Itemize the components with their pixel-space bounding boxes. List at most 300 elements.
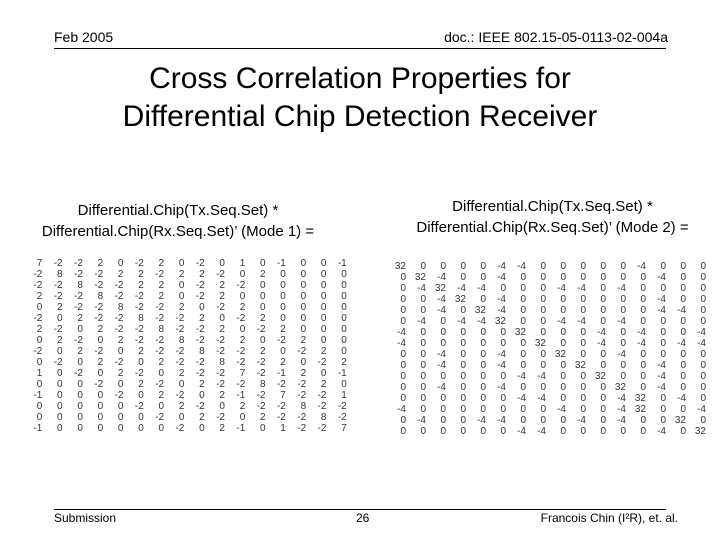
matrix-cell: 0 [700,393,706,404]
matrix-cell: -2 [33,269,43,280]
matrix-cell: 0 [239,324,246,335]
matrix-cell: -2 [256,390,266,401]
matrix-cell: -2 [155,302,165,313]
matrix-cell: 0 [600,305,606,316]
matrix-cell: -2 [33,280,43,291]
matrix-row [386,327,706,338]
matrix-cell: 0 [560,294,566,305]
matrix-cell: 0 [97,368,104,379]
matrix-cell: 0 [158,423,165,434]
matrix-cell: -1 [276,368,286,379]
matrix-cell: 0 [580,382,586,393]
matrix-cell: -1 [236,390,246,401]
matrix-cell: 0 [560,426,566,437]
matrix-cell: 8 [97,291,104,302]
matrix-cell: -2 [73,269,83,280]
matrix-cell: 0 [57,346,63,357]
matrix-cell: -2 [94,313,104,324]
matrix-cell: -4 [517,371,526,382]
matrix-row [22,291,347,302]
matrix-cell: 0 [400,426,406,437]
matrix-cell: -2 [216,368,225,379]
header-rule [54,48,666,49]
matrix-cell: 0 [660,349,666,360]
footer-page-number: 26 [356,511,370,525]
matrix-cell: -2 [73,302,83,313]
matrix-cell: 0 [500,426,506,437]
matrix-cell: -4 [517,426,526,437]
mode2-caption-line-1: Differential.Chip(Tx.Seq.Set) * [452,198,653,215]
matrix-cell: 0 [600,404,606,415]
matrix-cell: 0 [700,305,706,316]
matrix-cell: 2 [199,313,205,324]
matrix-cell: -4 [617,283,626,294]
matrix-cell: -2 [337,401,347,412]
footer-rule [54,509,666,510]
matrix-cell: -2 [317,357,327,368]
matrix-cell: 8 [77,280,83,291]
matrix-cell: 0 [36,412,43,423]
matrix-cell: -4 [557,316,566,327]
matrix-cell: 0 [540,360,546,371]
matrix-cell: 0 [560,261,566,272]
matrix-cell: 2 [138,379,144,390]
matrix-cell: -4 [597,338,606,349]
matrix-cell: -2 [134,291,144,302]
matrix-row [22,401,347,412]
matrix-cell: 0 [620,261,626,272]
matrix-cell: 2 [280,324,286,335]
matrix-cell: -2 [216,412,225,423]
matrix-cell: -4 [617,349,626,360]
matrix-row [386,360,706,371]
matrix-cell: -4 [497,294,506,305]
matrix-cell: 0 [500,393,506,404]
matrix-cell: 0 [480,371,486,382]
matrix-cell: 0 [320,324,327,335]
matrix-cell: 0 [560,272,566,283]
matrix-cell: 0 [480,327,486,338]
matrix-cell: -4 [597,327,606,338]
matrix-cell: 0 [480,272,486,283]
matrix-cell: 32 [454,294,466,305]
matrix-cell: 0 [77,379,83,390]
matrix-cell: 2 [239,401,246,412]
matrix-cell: 0 [660,338,666,349]
matrix-cell: 2 [341,357,347,368]
matrix-cell: -4 [577,316,586,327]
matrix-cell: 2 [239,302,246,313]
matrix-cell: -2 [195,258,205,269]
matrix-cell: 0 [117,346,124,357]
matrix-cell: -2 [53,324,63,335]
matrix-cell: 0 [560,327,566,338]
matrix-cell: 2 [117,368,124,379]
matrix-cell: -2 [94,280,104,291]
matrix-cell: 0 [440,393,446,404]
header-date: Feb 2005 [54,29,114,45]
matrix-cell: 0 [420,327,426,338]
matrix-cell: -2 [114,324,124,335]
matrix-cell: 0 [420,426,426,437]
matrix-cell: 0 [600,393,606,404]
matrix-cell: 2 [158,357,165,368]
matrix-cell: 0 [460,261,466,272]
matrix-cell: 0 [500,404,506,415]
matrix-cell: 0 [341,324,347,335]
matrix-cell: -4 [657,371,666,382]
matrix-cell: -4 [537,426,546,437]
matrix-cell: -2 [216,302,225,313]
matrix-cell: 0 [400,272,406,283]
matrix-cell: 8 [57,269,63,280]
matrix-cell: 8 [178,335,185,346]
matrix-cell: -4 [617,393,626,404]
matrix-cell: 0 [540,305,546,316]
matrix-cell: 0 [680,360,686,371]
matrix-cell: -2 [53,280,63,291]
matrix-cell: 0 [260,291,266,302]
matrix-cell: 0 [320,302,327,313]
matrix-cell: -4 [477,283,486,294]
matrix-cell: 0 [640,349,646,360]
matrix-cell: -2 [94,379,104,390]
matrix-cell: 0 [460,338,466,349]
matrix-cell: 0 [700,371,706,382]
matrix-cell: -2 [155,412,165,423]
matrix-cell: 0 [77,412,83,423]
matrix-cell: 0 [500,283,506,294]
matrix-cell: 2 [36,324,43,335]
matrix-cell: 0 [580,426,586,437]
matrix-row [386,305,706,316]
matrix-cell: 0 [420,294,426,305]
matrix-cell: -4 [657,360,666,371]
mode1-caption-line-1: Differential.Chip(Tx.Seq.Set) * [77,202,279,219]
matrix-cell: 2 [219,291,225,302]
matrix-cell: 0 [520,283,526,294]
matrix-cell: 0 [280,346,286,357]
matrix-cell: 1 [341,390,347,401]
matrix-cell: 0 [640,360,646,371]
matrix-cell: 0 [57,412,63,423]
matrix-cell: 2 [260,269,266,280]
matrix-cell: 1 [36,368,43,379]
matrix-cell: 0 [680,316,686,327]
matrix-cell: 0 [280,280,286,291]
matrix-cell: 0 [660,327,666,338]
matrix-cell: 0 [520,382,526,393]
matrix-cell: 0 [341,302,347,313]
matrix-row [22,423,347,434]
matrix-cell: 0 [57,379,63,390]
matrix-cell: -2 [236,280,246,291]
matrix-cell: 0 [57,368,63,379]
matrix-cell: 0 [540,294,546,305]
matrix-row [22,412,347,423]
matrix-cell: 0 [400,305,406,316]
matrix-cell: 0 [260,258,266,269]
matrix-cell: 0 [300,291,307,302]
matrix-cell: 32 [514,327,526,338]
matrix-cell: 0 [580,272,586,283]
matrix-cell: 0 [97,423,104,434]
matrix-cell: 0 [440,338,446,349]
matrix-cell: 0 [520,415,526,426]
matrix-cell: -2 [33,346,43,357]
footer-author: Francois Chin (I²R), et. al. [540,511,678,525]
matrix-cell: 2 [117,335,124,346]
matrix-cell: 0 [239,291,246,302]
matrix-cell: 0 [420,349,426,360]
matrix-cell: 0 [580,261,586,272]
matrix-cell: 0 [540,272,546,283]
matrix-cell: 0 [600,415,606,426]
matrix-cell: -4 [577,283,586,294]
matrix-cell: -2 [175,324,185,335]
matrix-cell: 0 [320,269,327,280]
matrix-cell: 0 [520,272,526,283]
matrix-cell: -4 [417,415,426,426]
matrix-cell: 0 [660,261,666,272]
matrix-cell: 0 [117,379,124,390]
matrix-cell: 0 [600,283,606,294]
matrix-cell: -4 [677,393,686,404]
matrix-cell: 0 [460,426,466,437]
matrix-cell: 0 [700,272,706,283]
matrix-cell: 0 [320,313,327,324]
matrix-cell: 2 [219,280,225,291]
matrix-cell: 0 [239,269,246,280]
matrix-cell: -2 [94,302,104,313]
matrix-cell: 0 [660,415,666,426]
matrix-cell: 0 [341,313,347,324]
matrix-cell: 0 [560,360,566,371]
matrix-cell: 0 [400,316,406,327]
matrix-cell: 2 [219,390,225,401]
matrix-cell: 2 [97,357,104,368]
matrix-cell: 0 [57,401,63,412]
mode1-correlation-matrix [22,258,347,434]
matrix-cell: 0 [400,294,406,305]
matrix-row [386,283,706,294]
matrix-cell: 32 [534,338,546,349]
matrix-cell: 2 [300,335,307,346]
matrix-cell: 0 [640,272,646,283]
matrix-cell: 0 [138,390,144,401]
matrix-cell: -2 [94,269,104,280]
matrix-row [386,316,706,327]
matrix-row [22,368,347,379]
matrix-cell: 32 [494,316,506,327]
matrix-cell: -2 [216,379,225,390]
matrix-cell: -2 [155,269,165,280]
matrix-cell: 2 [57,302,63,313]
matrix-cell: 8 [138,313,144,324]
matrix-cell: 0 [280,313,286,324]
matrix-cell: -4 [397,404,406,415]
matrix-cell: -4 [437,294,446,305]
matrix-cell: 2 [280,357,286,368]
matrix-cell: -4 [637,261,646,272]
matrix-cell: 0 [219,401,225,412]
matrix-cell: 0 [300,324,307,335]
matrix-cell: 32 [394,261,406,272]
matrix-cell: 0 [520,294,526,305]
matrix-cell: -4 [537,393,546,404]
matrix-row [22,269,347,280]
matrix-cell: 0 [460,272,466,283]
matrix-row [22,379,347,390]
matrix-cell: 0 [480,349,486,360]
matrix-cell: 0 [460,382,466,393]
matrix-cell: 2 [178,401,185,412]
matrix-cell: -4 [497,349,506,360]
matrix-row [22,357,347,368]
matrix-cell: 2 [158,390,165,401]
matrix-cell: 0 [280,291,286,302]
mode2-caption-line-2: Differential.Chip(Rx.Seq.Set)’ (Mode 2) = [416,219,689,236]
matrix-cell: -4 [637,327,646,338]
matrix-cell: 0 [97,390,104,401]
matrix-cell: -2 [236,379,246,390]
matrix-cell: -4 [497,382,506,393]
matrix-cell: 32 [634,393,646,404]
matrix-cell: -4 [417,316,426,327]
matrix-cell: -4 [437,360,446,371]
matrix-cell: 8 [117,302,124,313]
mode2-correlation-matrix [386,261,706,437]
matrix-cell: -2 [195,280,205,291]
matrix-cell: 2 [178,368,185,379]
matrix-cell: 0 [600,349,606,360]
matrix-cell: -4 [437,305,446,316]
matrix-cell: -4 [637,338,646,349]
matrix-cell: -2 [256,357,266,368]
matrix-cell: 2 [260,346,266,357]
matrix-cell: 2 [199,269,205,280]
matrix-cell: 0 [300,258,307,269]
matrix-cell: 0 [77,401,83,412]
matrix-cell: 0 [620,426,626,437]
matrix-cell: 2 [320,379,327,390]
matrix-cell: 0 [460,415,466,426]
matrix-cell: 0 [400,371,406,382]
matrix-cell: 0 [440,327,446,338]
matrix-cell: -2 [337,412,347,423]
matrix-cell: -4 [497,261,506,272]
matrix-cell: 0 [400,393,406,404]
matrix-cell: 0 [600,294,606,305]
matrix-cell: -2 [297,412,307,423]
matrix-cell: -2 [155,379,165,390]
matrix-cell: 0 [600,426,606,437]
matrix-cell: 0 [341,346,347,357]
matrix-cell: 0 [580,327,586,338]
matrix-cell: 0 [97,412,104,423]
matrix-cell: 0 [680,404,686,415]
matrix-cell: 0 [640,426,646,437]
matrix-cell: 0 [560,393,566,404]
matrix-cell: 0 [580,305,586,316]
matrix-cell: 0 [580,338,586,349]
matrix-cell: 0 [117,423,124,434]
matrix-cell: 0 [700,316,706,327]
matrix-cell: 7 [280,390,286,401]
matrix-cell: 0 [460,371,466,382]
matrix-cell: 0 [57,313,63,324]
matrix-cell: 0 [199,390,205,401]
matrix-cell: -2 [216,335,225,346]
matrix-cell: -4 [437,382,446,393]
matrix-cell: 7 [36,258,43,269]
matrix-cell: 0 [580,349,586,360]
mode1-caption [8,200,348,242]
matrix-cell: 8 [219,357,225,368]
matrix-cell: 0 [420,305,426,316]
matrix-cell: -4 [457,316,466,327]
matrix-cell: 0 [158,401,165,412]
matrix-cell: 0 [620,360,626,371]
matrix-cell: 0 [600,272,606,283]
matrix-cell: -2 [216,269,225,280]
matrix-cell: 0 [138,357,144,368]
matrix-cell: 0 [219,258,225,269]
matrix-cell: -4 [417,283,426,294]
matrix-cell: 0 [560,305,566,316]
mode1-caption-line-2: Differential.Chip(Rx.Seq.Set)’ (Mode 1) = [41,223,315,240]
matrix-cell: 0 [36,357,43,368]
matrix-cell: -4 [557,404,566,415]
matrix-cell: 0 [36,335,43,346]
matrix-row [22,280,347,291]
matrix-cell: 0 [680,371,686,382]
matrix-cell: 0 [580,404,586,415]
matrix-cell: -2 [236,357,246,368]
matrix-cell: 0 [700,349,706,360]
matrix-cell: 0 [117,412,124,423]
matrix-cell: 0 [341,291,347,302]
footer-submission: Submission [54,511,117,525]
matrix-cell: 0 [460,393,466,404]
matrix-row [22,313,347,324]
matrix-cell: 0 [560,338,566,349]
matrix-cell: -2 [73,258,83,269]
matrix-cell: 0 [440,415,446,426]
matrix-cell: 0 [540,349,546,360]
matrix-cell: -2 [297,423,307,434]
header-document-id: doc.: IEEE 802.15-05-0113-02-004a [444,29,668,45]
matrix-cell: 0 [520,349,526,360]
matrix-cell: 0 [440,371,446,382]
matrix-cell: -1 [33,390,43,401]
matrix-cell: -4 [437,349,446,360]
matrix-cell: 0 [440,316,446,327]
matrix-cell: -2 [297,390,307,401]
matrix-row [22,324,347,335]
matrix-cell: 32 [474,305,486,316]
matrix-cell: -4 [537,371,546,382]
matrix-cell: 0 [36,401,43,412]
matrix-cell: 0 [97,335,104,346]
matrix-cell: 0 [400,283,406,294]
matrix-cell: -2 [317,423,327,434]
matrix-cell: 7 [239,368,246,379]
matrix-cell: 2 [77,346,83,357]
matrix-cell: 0 [77,390,83,401]
matrix-cell: -2 [256,401,266,412]
matrix-cell: -2 [33,313,43,324]
